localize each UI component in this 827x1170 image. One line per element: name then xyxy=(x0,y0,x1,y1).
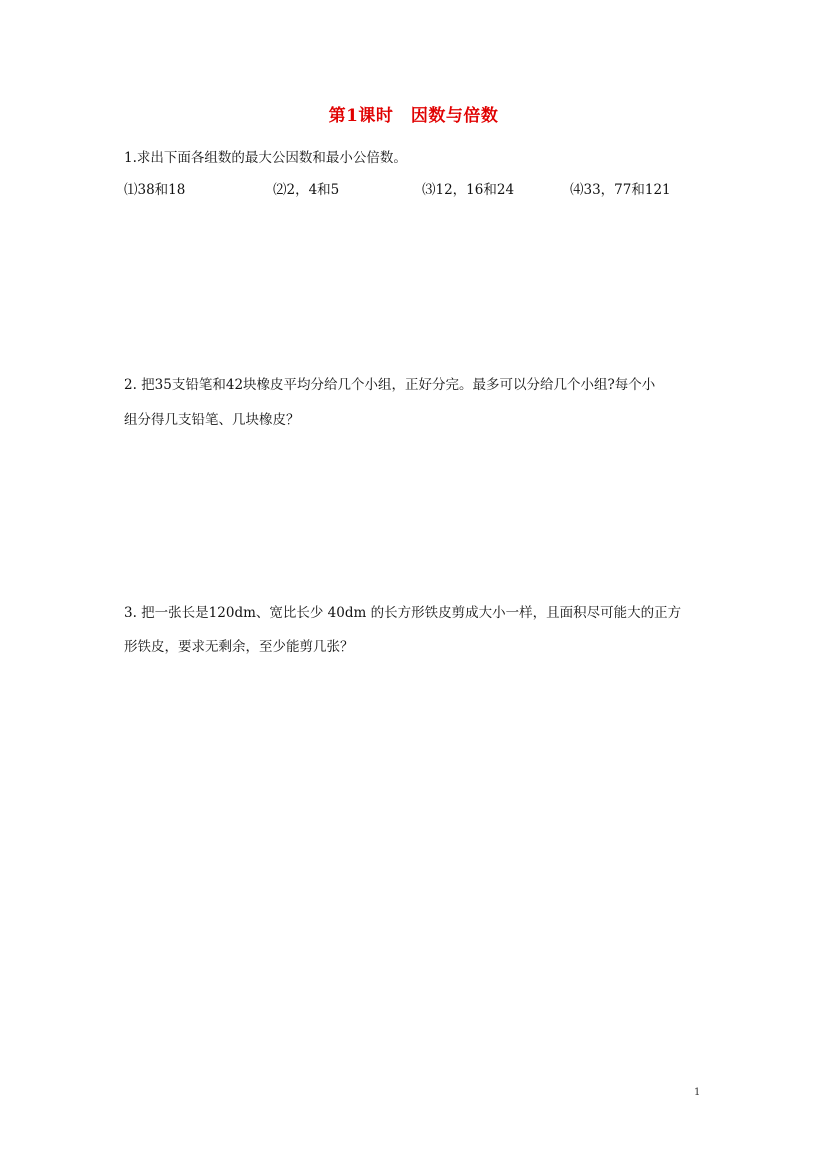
question-3-line-1: 3. 把一张长是120dm、宽比长少 40dm 的长方形铁皮剪成大小一样，且面积尽可能大的正方 xyxy=(124,605,682,621)
page-title: 第1课时 因数与倍数 xyxy=(328,106,499,126)
page-number: 1 xyxy=(694,1087,701,1098)
question-2-line-1: 2. 把35支铅笔和42块橡皮平均分给几个小组，正好分完。最多可以分给几个小组?每个小 xyxy=(124,377,656,393)
question-1-part-4: ⑷33，77和121 xyxy=(570,182,671,198)
question-1-part-3: ⑶12，16和24 xyxy=(422,182,515,198)
question-2-line-2: 组分得几支铅笔、几块橡皮？ xyxy=(124,412,300,428)
question-1-part-2: ⑵2，4和5 xyxy=(273,182,340,198)
question-1-part-1: ⑴38和18 xyxy=(124,182,186,198)
question-3-line-2: 形铁皮，要求无剩余，至少能剪几张？ xyxy=(124,639,354,655)
question-1-prompt: 1.求出下面各组数的最大公因数和最小公倍数。 xyxy=(124,150,407,166)
